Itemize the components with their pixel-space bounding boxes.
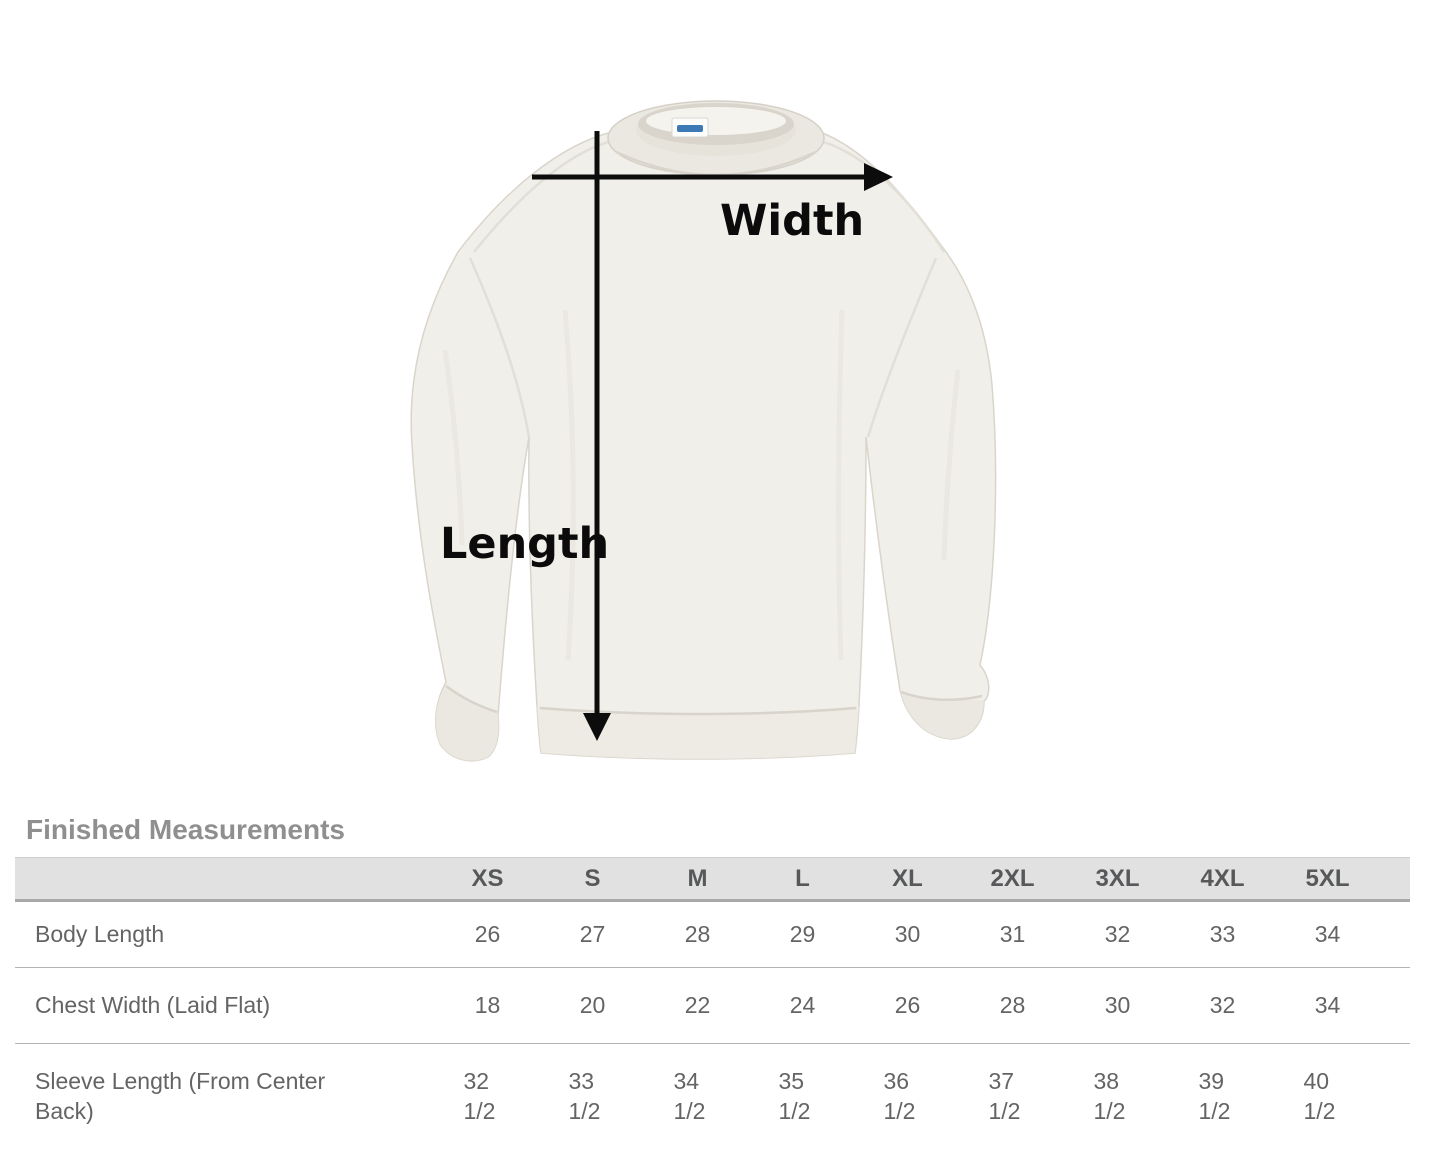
measurement-cell [1065,901,1170,968]
measurement-cell [540,968,645,1044]
section-title: Finished Measurements [26,814,345,845]
crewneck-collar [608,101,824,175]
neck-tag [672,118,708,137]
column-header-spacer [1380,858,1410,901]
column-header-m: M [645,858,750,901]
table-row-chest-width [15,968,1410,1044]
row-label: Sleeve Length (From Center Back) [35,1067,326,1124]
measurement-cell [1275,1044,1380,1149]
measurement-value: 18 [474,992,501,1019]
measurement-value: 32 [1104,921,1131,948]
spacer-cell [1380,1044,1410,1149]
measurement-value: 32 1/2 [463,1067,496,1124]
column-header-xs: XS [435,858,540,901]
measurement-value: 29 [789,921,816,948]
row-label: Body Length [35,921,165,948]
measurement-cell [540,1044,645,1149]
column-header-3xl: 3XL [1065,858,1170,901]
width-label: Width [720,196,865,246]
measurement-cell [435,1044,540,1149]
measurement-value: 26 [474,921,501,948]
measurement-value: 37 1/2 [988,1067,1021,1124]
measurement-cell [855,901,960,968]
row-label-cell [15,901,435,968]
measurement-value: 22 [684,992,711,1019]
measurement-cell [540,901,645,968]
spacer-cell [1380,901,1410,968]
measurement-value: 28 [684,921,711,948]
column-header-4xl: 4XL [1170,858,1275,901]
measurement-value: 39 1/2 [1198,1067,1231,1124]
measurement-cell [1275,968,1380,1044]
measurement-value: 34 [1314,992,1341,1019]
measurement-cell [960,968,1065,1044]
measurement-cell [855,1044,960,1149]
measurement-cell [855,968,960,1044]
measurement-value: 34 [1314,921,1341,948]
measurement-cell [960,1044,1065,1149]
measurement-value: 34 1/2 [673,1067,706,1124]
measurement-value: 36 1/2 [883,1067,916,1124]
measurement-value: 27 [579,921,606,948]
measurement-cell [1065,1044,1170,1149]
measurement-cell [1170,1044,1275,1149]
measurement-value: 35 1/2 [778,1067,811,1124]
measurement-value: 24 [789,992,816,1019]
measurement-cell [435,901,540,968]
column-header-l: L [750,858,855,901]
measurement-cell [750,968,855,1044]
column-header-5xl: 5XL [1275,858,1380,901]
row-label-cell [15,1044,435,1149]
column-header-xl: XL [855,858,960,901]
measurement-value: 33 [1209,921,1236,948]
measurement-value: 40 1/2 [1303,1067,1336,1124]
column-header-s: S [540,858,645,901]
measurement-cell [645,901,750,968]
measurement-cell [1170,901,1275,968]
size-header-row [15,858,1410,901]
measurement-value: 32 [1209,992,1236,1019]
column-header-blank [15,858,435,901]
measurement-cell [645,1044,750,1149]
measurement-cell [1065,968,1170,1044]
row-label-cell [15,968,435,1044]
finished-measurements-section [0,814,1445,1148]
measurement-value: 33 1/2 [568,1067,601,1124]
measurements-table [15,857,1410,1148]
measurement-cell [435,968,540,1044]
spacer-cell [1380,968,1410,1044]
measurement-cell [960,901,1065,968]
row-label: Chest Width (Laid Flat) [35,992,271,1019]
measurement-value: 30 [1104,992,1131,1019]
length-label: Length [440,519,610,569]
table-row-body-length [15,901,1410,968]
measurement-value: 31 [999,921,1026,948]
measurement-value: 28 [999,992,1026,1019]
measurement-cell [750,1044,855,1149]
measurement-cell [1275,901,1380,968]
measurement-cell [645,968,750,1044]
column-header-2xl: 2XL [960,858,1065,901]
measurement-cell [1170,968,1275,1044]
measurement-value: 30 [894,921,921,948]
measurement-value: 38 1/2 [1093,1067,1126,1124]
measurement-value: 20 [579,992,606,1019]
measurement-cell [750,901,855,968]
table-row-sleeve-length [15,1044,1410,1149]
sweatshirt-body [411,132,995,761]
measurement-value: 26 [894,992,921,1019]
